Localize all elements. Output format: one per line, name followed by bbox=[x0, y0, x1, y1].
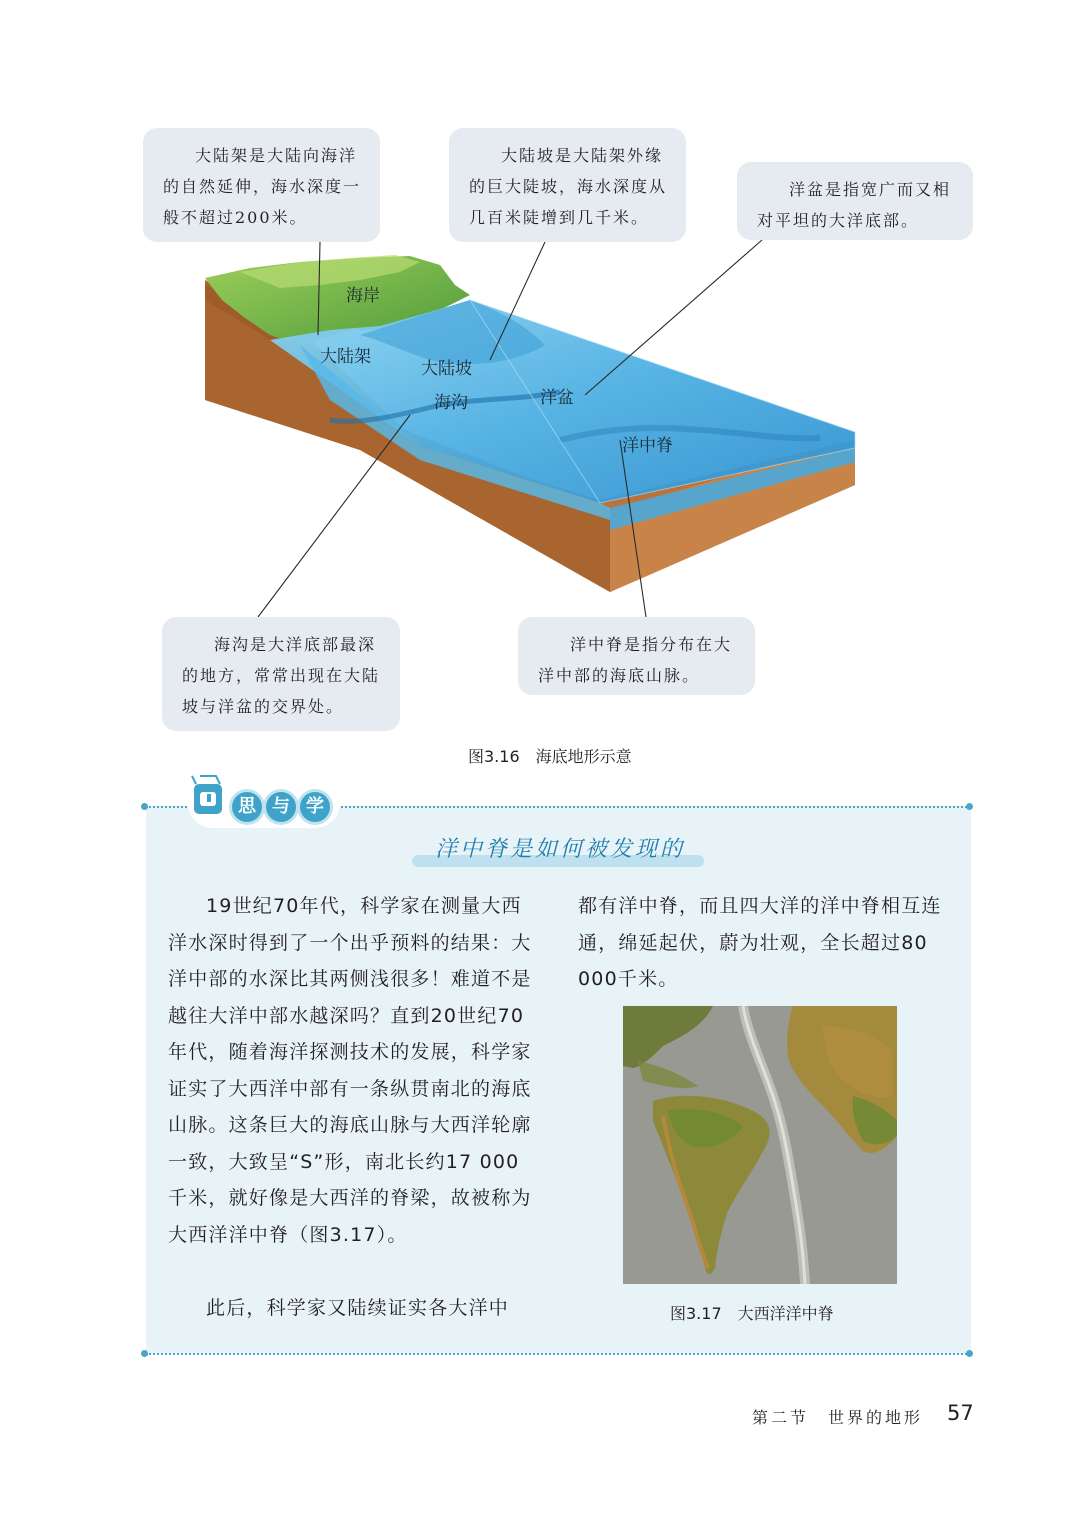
label-trench: 海沟 bbox=[434, 393, 468, 413]
paragraph-1: 19世纪70年代，科学家在测量大西洋水深时得到了一个出乎预料的结果：大洋中部的水深比其两侧浅很多！难道不是越往大洋中部水越深吗？直到20世纪70年代，随着海洋探测技术的发展，科学家证实了大西洋中部有一条纵贯南北的海底山脉。这条巨大的海底山脉与大西洋轮廓一致，大致呈“S”形，南北长约17 000千米，就好像是大西洋的脊梁，故被称为大西洋洋中脊（图3.17）。 bbox=[168, 895, 532, 1246]
paragraph-2: 此后，科学家又陆续证实各大洋中 bbox=[206, 1297, 510, 1319]
map-caption: 图3.17 大西洋洋中脊 bbox=[670, 1304, 834, 1323]
section-title: 第二节 世界的地形 bbox=[752, 1408, 924, 1427]
rule-dot bbox=[966, 1350, 973, 1357]
callout-trench: 海沟是大洋底部最深的地方，常常出现在大陆坡与洋盆的交界处。 bbox=[162, 617, 400, 731]
badge-char-and: 与 bbox=[266, 792, 296, 822]
callout-ocean-basin: 洋盆是指宽广而又相对平坦的大洋底部。 bbox=[737, 162, 973, 240]
callout-continental-shelf: 大陆架是大陆向海洋的自然延伸，海水深度一般不超过200米。 bbox=[143, 128, 380, 242]
label-continental-shelf: 大陆架 bbox=[320, 347, 371, 367]
rule-dot bbox=[141, 803, 148, 810]
badge-char-think: 思 bbox=[232, 792, 262, 822]
think-learn-icon bbox=[190, 774, 232, 822]
rule-dot bbox=[966, 803, 973, 810]
atlantic-ridge-map bbox=[623, 1006, 897, 1284]
callout-mid-ocean-ridge: 洋中脊是指分布在大洋中部的海底山脉。 bbox=[518, 617, 755, 695]
callout-continental-slope: 大陆坡是大陆架外缘的巨大陡坡，海水深度从几百米陡增到几千米。 bbox=[449, 128, 686, 242]
box-subtitle: 洋中脊是如何被发现的 bbox=[434, 837, 685, 862]
label-continental-slope: 大陆坡 bbox=[421, 359, 472, 379]
paragraph-3: 都有洋中脊，而且四大洋的洋中脊相互连通，绵延起伏，蔚为壮观，全长超过80 000千米。 bbox=[578, 895, 942, 990]
bottom-dotted-rule bbox=[146, 1353, 971, 1355]
badge-char-learn: 学 bbox=[300, 792, 330, 822]
label-ocean-basin: 洋盆 bbox=[540, 388, 574, 408]
label-mid-ocean-ridge: 洋中脊 bbox=[622, 436, 673, 456]
label-coast: 海岸 bbox=[346, 286, 380, 306]
rule-dot bbox=[141, 1350, 148, 1357]
figure-caption: 图3.16 海底地形示意 bbox=[468, 747, 632, 766]
page-number: 57 bbox=[947, 1401, 974, 1425]
